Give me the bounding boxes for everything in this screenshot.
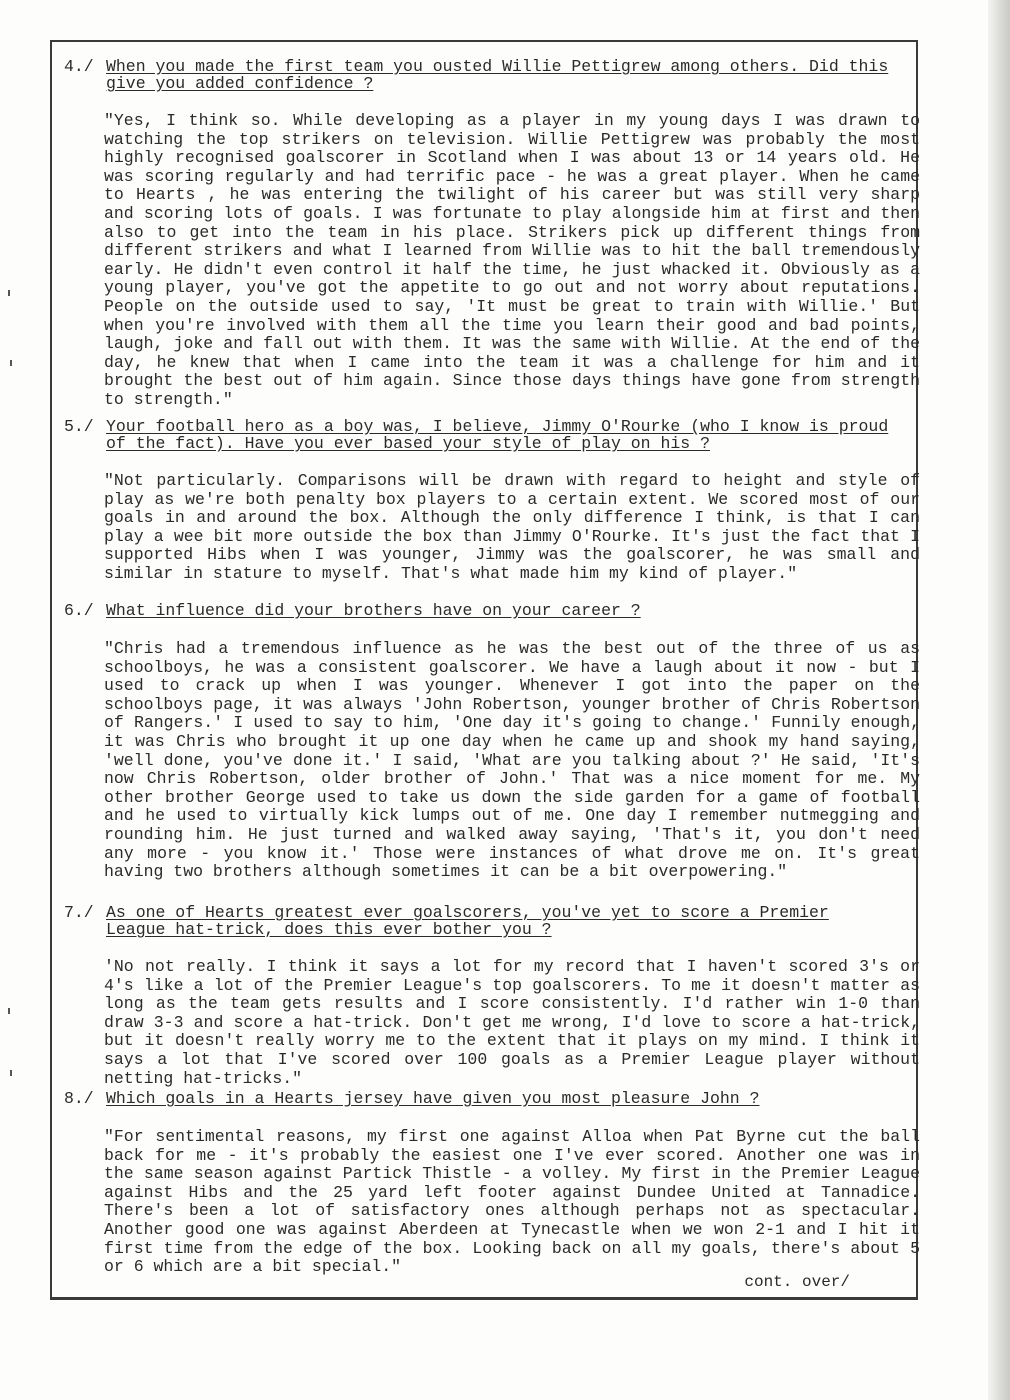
question-text: When you made the first team you ousted Willie Pettigrew among others. Did this give you added confidence ? [106,57,889,93]
question-5 [64,418,904,452]
question-text: What influence did your brothers have on your career ? [106,601,641,620]
question-text: Which goals in a Hearts jersey have given you most pleasure John ? [106,1089,760,1108]
scan-speck [10,1070,12,1076]
scan-speck [10,360,12,366]
answer-5: "Not particularly. Comparisons will be drawn with regard to height and style of play as we're both penalty box players to a certain extent. We scored most of our goals in and around the box. Although the only difference I think, is that I can play a wee bit more outside the box than Jimmy O'Rourke. It's just the fact that I supported Hibs when I was younger, Jimmy was the goalscorer, he was small and similar in stature to myself. That's what made him my kind of player." [104,471,920,583]
question-6 [64,602,904,619]
answer-6: "Chris had a tremendous influence as he was the best out of the three of us as schoolboys, he was a consistent goalscorer. We have a laugh about it now - but I used to crack up when I was younger. Whenever I got into the paper on the schoolboys page, it was always 'John Robertson, younger brother of Chris Robertson of Rangers.' I used to say to him, 'One day it's going to change.' Funnily enough, it was Chris who brought it up one day when he came up and shook my hand saying, 'well done, you've done it.' I said, 'What are you talking about ?' He said, 'It's now Chris Robertson, older brother of John.' That was a nice moment for me. My other brother George used to take us down the side garden for a game of football and he used to virtually kick lumps out of me. One day I remember nutmegging and rounding him. He just turned and walked away saying, 'That's it, you don't need any more - you know it.' Those were instances of what drove me on. It's great having two brothers although sometimes it can be a bit overpowering." [104,639,920,882]
question-number: 5./ [64,417,94,436]
question-text: Your football hero as a boy was, I believe, Jimmy O'Rourke (who I know is proud of the fact). Have you ever based your style of play on his ? [106,417,889,453]
page-edge-shadow [988,0,1010,1400]
answer-8: "For sentimental reasons, my first one against Alloa when Pat Byrne cut the ball back for me - it's probably the easiest one I've ever scored. Another one was in the same season against Partick Thistle - a volley. My first in the Premier League against Hibs and the 25 yard left footer against Dundee United at Tannadice. There's been a lot of satisfactory ones although perhaps not as spectacular. Another good one was against Aberdeen at Tynecastle when we won 2-1 and I hit it first time from the edge of the box. Looking back on all my goals, there's about 5 or 6 which are a bit special." [104,1127,920,1277]
scan-speck [8,290,10,296]
question-number: 8./ [64,1089,94,1108]
answer-4: "Yes, I think so. While developing as a player in my young days I was drawn to watching the top strikers on television. Willie Pettigrew was probably the most highly recognised goalscorer in Scotland when I was about 13 or 14 years old. He was scoring regularly and had terrific pace - he was a great player. When he came to Hearts , he was entering the twilight of his career but was still very sharp and scoring lots of goals. I was fortunate to play alongside him at first and then also to get into the team in his place. Strikers pick up different things from different strikers and what I learned from Willie was to hit the ball tremendously early. He didn't even control it half the time, he just whacked it. Obviously as a young player, you've got the appetite to go out and not worry about reputations. People on the outside used to say, 'It must be great to train with Willie.' But when you're involved with them all the time you learn their good and bad points, laugh, joke and fall out with them. It was the same with Willie. At the end of the day, he knew that when I came into the team it was a challenge for him and it brought the best out of him again. Since those days things have gone from strength to strength." [104,111,920,409]
question-text: As one of Hearts greatest ever goalscorers, you've yet to score a Premier League hat-trick, does this ever bother you ? [106,903,829,939]
question-7 [64,904,904,938]
question-number: 7./ [64,903,94,922]
scan-speck [8,1008,10,1014]
interview-frame [50,40,918,1300]
question-8 [64,1090,904,1107]
question-4 [64,58,904,92]
answer-7: 'No not really. I think it says a lot for my record that I haven't scored 3's or 4's like a lot of the Premier League's top goalscorers. To me it doesn't matter as long as the team gets results and I score consistently. I'd rather win 1-0 than draw 3-3 and score a hat-trick. Don't get me wrong, I'd love to score a hat-trick, but it doesn't really worry me to the extent that it plays on my mind. I think it says a lot that I've scored over 100 goals as a Premier League player without netting hat-tricks." [104,957,920,1088]
continued-over-note: cont. over/ [744,1273,850,1291]
question-number: 4./ [64,57,94,76]
question-number: 6./ [64,601,94,620]
